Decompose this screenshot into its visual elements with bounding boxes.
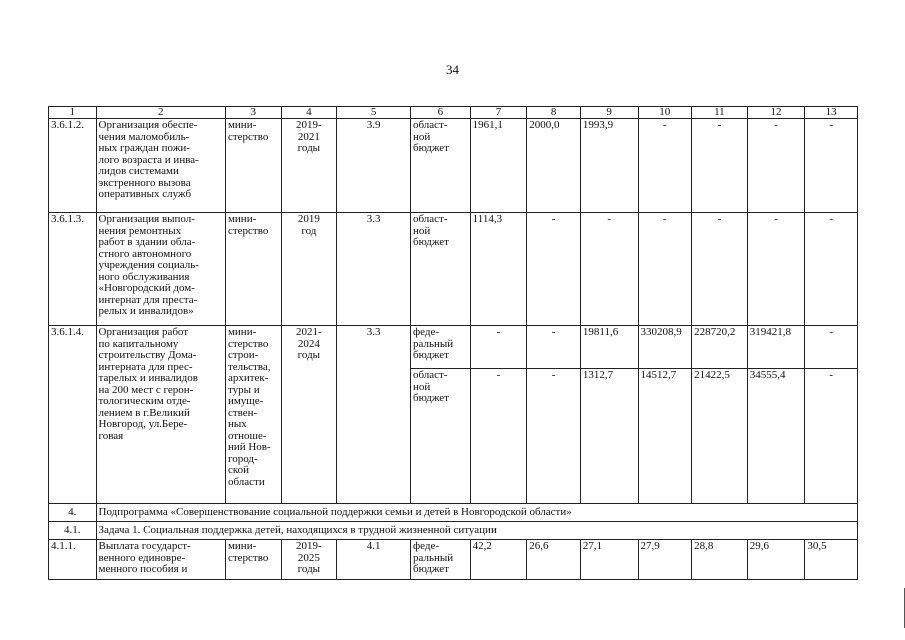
activity-name: Организация обеспе- чения маломобиль- ных граждан пожи- лого возраста и инва- лидов системами экстренного вызова оперативных служб [96, 119, 225, 213]
period: 2019- 2021 годы [281, 119, 337, 213]
funding-value: 26,6 [527, 540, 581, 580]
funding-value: - [527, 369, 581, 504]
row-number: 4.1.1. [49, 540, 97, 580]
funding-value: - [805, 326, 858, 369]
column-header: 5 [337, 107, 411, 119]
table-header-row [49, 107, 858, 119]
section-number: 4.1. [49, 522, 97, 540]
funding-value: - [527, 326, 581, 369]
column-header: 6 [410, 107, 470, 119]
funding-value: 28,8 [692, 540, 748, 580]
funding-value: - [805, 369, 858, 504]
funding-value: - [470, 369, 527, 504]
section-number: 4. [49, 504, 97, 522]
column-header: 1 [49, 107, 97, 119]
funding-value: - [638, 213, 692, 326]
executor: мини- стерство [225, 119, 281, 213]
funding-value: 1961,1 [470, 119, 527, 213]
funding-value: 14512,7 [638, 369, 692, 504]
row-number: 3.6.1.4. [49, 326, 97, 504]
funding-value: - [805, 213, 858, 326]
funding-source: област- ной бюджет [410, 119, 470, 213]
column-header: 9 [580, 107, 638, 119]
funding-source: феде- ральный бюджет [410, 326, 470, 369]
funding-value: - [470, 326, 527, 369]
funding-value: 21422,5 [692, 369, 748, 504]
funding-value: 2000,0 [527, 119, 581, 213]
column-header: 10 [638, 107, 692, 119]
indicator-ref: 3.3 [337, 326, 411, 504]
table-body [49, 107, 858, 580]
column-header: 8 [527, 107, 581, 119]
funding-value: 29,6 [747, 540, 805, 580]
section-title: Задача 1. Социальная поддержка детей, находящихся в трудной жизненной ситуации [96, 522, 857, 540]
column-header: 3 [225, 107, 281, 119]
column-header: 2 [96, 107, 225, 119]
funding-value: - [747, 119, 805, 213]
indicator-ref: 3.3 [337, 213, 411, 326]
table-row [49, 213, 858, 326]
table-row [49, 119, 858, 213]
indicator-ref: 4.1 [337, 540, 411, 580]
column-header: 4 [281, 107, 337, 119]
table-row [49, 540, 858, 580]
funding-value: - [805, 119, 858, 213]
column-header: 7 [470, 107, 527, 119]
period: 2019 год [281, 213, 337, 326]
period: 2019- 2025 годы [281, 540, 337, 580]
section-row [49, 522, 858, 540]
section-row [49, 504, 858, 522]
funding-value: 19811,6 [580, 326, 638, 369]
executor: мини- стерство строи- тельства, архитек- туры и имуще- ствен- ных отноше- ний Нов- город- ской области [225, 326, 281, 504]
funding-source: феде- ральный бюджет [410, 540, 470, 580]
row-number: 3.6.1.3. [49, 213, 97, 326]
section-title: Подпрограмма «Совершенствование социальной поддержки семьи и детей в Новгородской области» [96, 504, 857, 522]
program-activities-table [48, 106, 858, 580]
funding-value: 34555,4 [747, 369, 805, 504]
funding-value: 319421,8 [747, 326, 805, 369]
funding-value: - [747, 213, 805, 326]
funding-value: 30,5 [805, 540, 858, 580]
period: 2021- 2024 годы [281, 326, 337, 504]
row-number: 3.6.1.2. [49, 119, 97, 213]
funding-value: - [692, 213, 748, 326]
table-row [49, 326, 858, 369]
funding-value: 27,1 [580, 540, 638, 580]
funding-value: 1312,7 [580, 369, 638, 504]
funding-value: - [527, 213, 581, 326]
activity-name: Организация работ по капитальному строительству Дома- интерната для прес- тарелых и инвалидов на 200 мест с герон- тологическим отде- лением в г.Великий Новгород, ул.Бере- говая [96, 326, 225, 504]
funding-value: - [692, 119, 748, 213]
funding-value: 330208,9 [638, 326, 692, 369]
funding-source: област- ной бюджет [410, 213, 470, 326]
executor: мини- стерство [225, 213, 281, 326]
funding-value: 1993,9 [580, 119, 638, 213]
page-number: 34 [446, 62, 459, 77]
column-header: 11 [692, 107, 748, 119]
indicator-ref: 3.9 [337, 119, 411, 213]
funding-value: 1114,3 [470, 213, 527, 326]
funding-value: - [638, 119, 692, 213]
funding-value: 42,2 [470, 540, 527, 580]
column-header: 12 [747, 107, 805, 119]
funding-source: област- ной бюджет [410, 369, 470, 504]
executor: мини- стерство [225, 540, 281, 580]
funding-value: 228720,2 [692, 326, 748, 369]
column-header: 13 [805, 107, 858, 119]
activity-name: Выплата государст- венного единовре- менного пособия и [96, 540, 225, 580]
activity-name: Организация выпол- нения ремонтных работ в здании обла- стного автономного учреждения социаль- ного обслуживания «Новгородский дом- интернат для преста- релых и инвалидов» [96, 213, 225, 326]
funding-value: - [580, 213, 638, 326]
funding-value: 27,9 [638, 540, 692, 580]
